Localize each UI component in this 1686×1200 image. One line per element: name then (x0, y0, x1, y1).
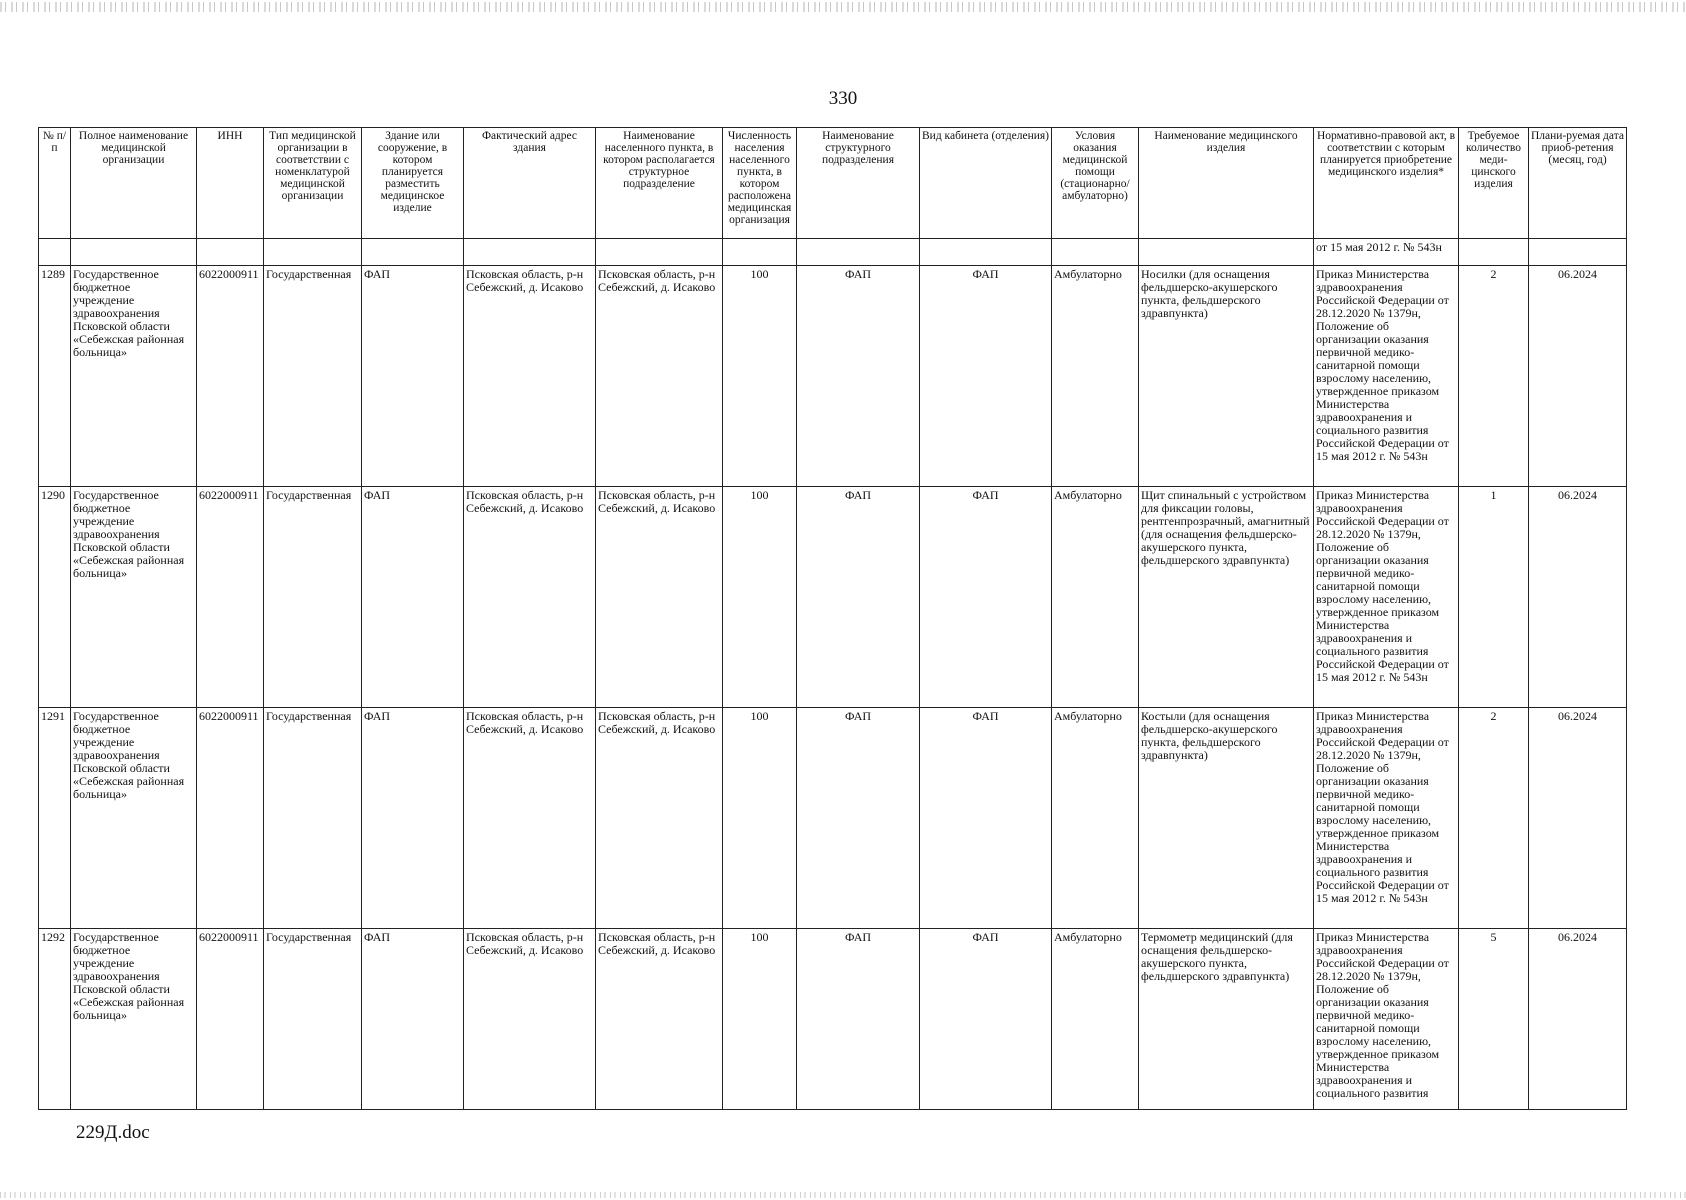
devices-table (38, 127, 1627, 1110)
cell-org: Государственное бюджетное учреждение здравоохранения Псковской области «Себежская районная больница» (71, 266, 197, 487)
cell-num: 1289 (39, 266, 71, 487)
cell-cabinet: ФАП (920, 708, 1052, 929)
cell-type: Государственная (264, 708, 362, 929)
cell-address: Псковская область, р-н Себежский, д. Исаково (464, 929, 596, 1110)
header-population: Численность населения населенного пункта, в котором расположена медицинская организация (723, 128, 797, 239)
cell-building: ФАП (362, 487, 464, 708)
cell-building: ФАП (362, 929, 464, 1110)
cell-device: Носилки (для оснащения фельдшерско-акушерского пункта, фельдшерского здравпункта) (1139, 266, 1314, 487)
header-settlement: Наименование населенного пункта, в котором располагается структурное подразделение (596, 128, 723, 239)
table-header-row (39, 128, 1627, 239)
cell-building: ФАП (362, 266, 464, 487)
cell-org: Государственное бюджетное учреждение здравоохранения Псковской области «Себежская районная больница» (71, 708, 197, 929)
cell-act: Приказ Министерства здравоохранения Российской Федерации от 28.12.2020 № 1379н, Положение об организации оказания первичной медико-санитарной помощи взрослому населению, утвержденное приказом Министерства здравоохранения и социального развития Российской Федерации от 15 мая 2012 г. № 543н (1314, 266, 1459, 487)
header-address: Фактический адрес здания (464, 128, 596, 239)
cell-date: 06.2024 (1529, 266, 1627, 487)
header-org: Полное наименование медицинской организации (71, 128, 197, 239)
cell-num: 1291 (39, 708, 71, 929)
cell-date: 06.2024 (1529, 708, 1627, 929)
cell-population: 100 (723, 487, 797, 708)
cell-cabinet: ФАП (920, 929, 1052, 1110)
header-act: Нормативно-правовой акт, в соответствии с которым планируется приобретение медицинского изделия* (1314, 128, 1459, 239)
cell-inn: 6022000911 (197, 708, 264, 929)
cell-settlement: Псковская область, р-н Себежский, д. Исаково (596, 708, 723, 929)
cell-address: Псковская область, р-н Себежский, д. Исаково (464, 708, 596, 929)
cell-act: Приказ Министерства здравоохранения Российской Федерации от 28.12.2020 № 1379н, Положение об организации оказания первичной медико-санитарной помощи взрослому населению, утвержденное приказом Министерства здравоохранения и социального развития Российской Федерации от 15 мая 2012 г. № 543н (1314, 487, 1459, 708)
cell-qty: 2 (1459, 266, 1529, 487)
header-date: Плани-руемая дата приоб-ретения (месяц, год) (1529, 128, 1627, 239)
cell-population: 100 (723, 266, 797, 487)
table-row (39, 708, 1627, 929)
cell-conditions: Амбулаторно (1052, 929, 1139, 1110)
cell-type: Государственная (264, 487, 362, 708)
cell-inn: 6022000911 (197, 929, 264, 1110)
cell-cabinet: ФАП (920, 487, 1052, 708)
header-type: Тип медицинской организации в соответствии с номенклатурой медицинской организации (264, 128, 362, 239)
cell-num: 1290 (39, 487, 71, 708)
cell-device: Термометр медицинский (для оснащения фельдшерско-акушерского пункта, фельдшерского здравпункта) (1139, 929, 1314, 1110)
table-row (39, 266, 1627, 487)
cell-conditions: Амбулаторно (1052, 708, 1139, 929)
table-continuation-row (39, 239, 1627, 266)
header-device: Наименование медицинского изделия (1139, 128, 1314, 239)
cell-qty: 5 (1459, 929, 1529, 1110)
cell-settlement: Псковская область, р-н Себежский, д. Исаково (596, 487, 723, 708)
cell-conditions: Амбулаторно (1052, 487, 1139, 708)
header-conditions: Условия оказания медицинской помощи (стационарно/ амбулаторно) (1052, 128, 1139, 239)
table-row (39, 487, 1627, 708)
scan-artifact-top (0, 2, 1686, 12)
cell-unit: ФАП (797, 708, 920, 929)
table-row (39, 929, 1627, 1110)
header-unit: Наименование структурного подразделения (797, 128, 920, 239)
cell-population: 100 (723, 708, 797, 929)
cell-inn: 6022000911 (197, 266, 264, 487)
cell-unit: ФАП (797, 929, 920, 1110)
cell-act-continuation: от 15 мая 2012 г. № 543н (1314, 239, 1459, 266)
cell-device: Костыли (для оснащения фельдшерско-акушерского пункта, фельдшерского здравпункта) (1139, 708, 1314, 929)
cell-date: 06.2024 (1529, 929, 1627, 1110)
header-cabinet: Вид кабинета (отделения) (920, 128, 1052, 239)
cell-date: 06.2024 (1529, 487, 1627, 708)
cell-population: 100 (723, 929, 797, 1110)
cell-conditions: Амбулаторно (1052, 266, 1139, 487)
cell-settlement: Псковская область, р-н Себежский, д. Исаково (596, 929, 723, 1110)
scan-artifact-bottom (0, 1192, 1686, 1198)
cell-act: Приказ Министерства здравоохранения Российской Федерации от 28.12.2020 № 1379н, Положение об организации оказания первичной медико-санитарной помощи взрослому населению, утвержденное приказом Министерства здравоохранения и социального развития Российской Федерации от 15 мая 2012 г. № 543н (1314, 708, 1459, 929)
cell-type: Государственная (264, 266, 362, 487)
cell-address: Псковская область, р-н Себежский, д. Исаково (464, 266, 596, 487)
cell-unit: ФАП (797, 487, 920, 708)
cell-cabinet: ФАП (920, 266, 1052, 487)
header-qty: Требуемое количество меди-цинского изделия (1459, 128, 1529, 239)
cell-num: 1292 (39, 929, 71, 1110)
cell-inn: 6022000911 (197, 487, 264, 708)
header-inn: ИНН (197, 128, 264, 239)
document-filename: 229Д.doc (76, 1122, 150, 1143)
header-building: Здание или сооружение, в котором планируется разместить медицинское изделие (362, 128, 464, 239)
cell-type: Государственная (264, 929, 362, 1110)
cell-unit: ФАП (797, 266, 920, 487)
cell-address: Псковская область, р-н Себежский, д. Исаково (464, 487, 596, 708)
cell-org: Государственное бюджетное учреждение здравоохранения Псковской области «Себежская районная больница» (71, 929, 197, 1110)
cell-building: ФАП (362, 708, 464, 929)
cell-qty: 1 (1459, 487, 1529, 708)
cell-qty: 2 (1459, 708, 1529, 929)
cell-settlement: Псковская область, р-н Себежский, д. Исаково (596, 266, 723, 487)
page-number: 330 (828, 88, 858, 109)
cell-org: Государственное бюджетное учреждение здравоохранения Псковской области «Себежская районная больница» (71, 487, 197, 708)
cell-act: Приказ Министерства здравоохранения Российской Федерации от 28.12.2020 № 1379н, Положение об организации оказания первичной медико-санитарной помощи взрослому населению, утвержденное приказом Министерства здравоохранения и социального развития (1314, 929, 1459, 1110)
header-num: № п/п (39, 128, 71, 239)
cell-device: Щит спинальный с устройством для фиксации головы, рентгенпрозрачный, амагнитный (для оснащения фельдшерско-акушерского пункта, фельдшерского здравпункта) (1139, 487, 1314, 708)
